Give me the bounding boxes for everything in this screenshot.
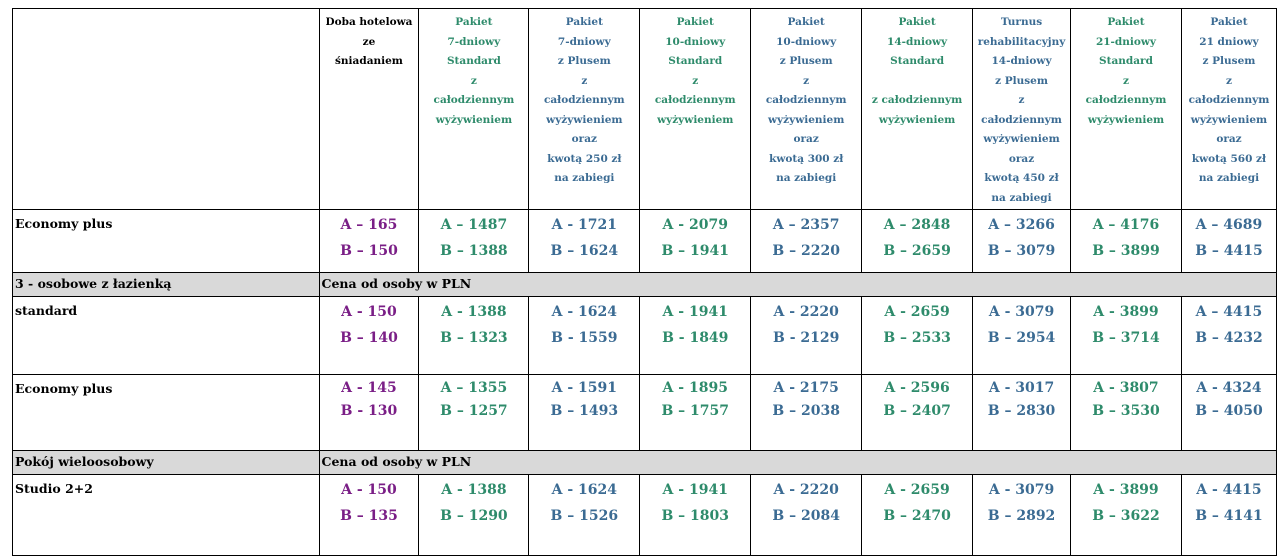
header-line: całodziennym [765,94,847,106]
price-cell [1181,297,1276,375]
price-table-container [12,8,1277,556]
price-a: A - 1624 [551,482,618,498]
price-a: A – 3266 [988,217,1055,233]
price-b: B – 1493 [550,403,619,419]
header-line: 10-dniowy [776,35,837,48]
section-note: Cena od osoby w PLN [319,451,1276,475]
price-a: A - 1941 [662,482,728,498]
header-line: całodziennym [1085,94,1167,106]
price-b: B – 1257 [440,403,508,419]
header-line: Pakiet [1210,16,1248,28]
price-a: A - 2220 [773,304,839,320]
price-cell [319,475,419,556]
price-b: B – 1941 [661,243,730,259]
header-line: wyżywieniem [546,113,623,126]
price-b: B – 150 [340,243,398,259]
header-line: z [470,74,477,87]
price-cell [319,210,419,273]
price-cell [319,297,419,375]
header-line: Pakiet [1107,16,1145,28]
price-a: A - 3899 [1093,482,1159,498]
section-note: Cena od osoby w PLN [319,273,1276,297]
section-row [13,273,1277,297]
price-cell [529,210,640,273]
price-a: A - 1721 [551,217,618,233]
header-cell [751,9,862,210]
price-a: A - 145 [341,380,397,396]
price-a: A - 3079 [988,304,1055,320]
header-line: Doba hotelowa [325,16,413,28]
header-line: Standard [890,55,945,67]
price-a: A – 2848 [883,217,951,233]
price-cell [973,375,1071,451]
price-a: A - 2659 [884,482,950,498]
header-line: kwotą 300 zł [769,152,844,165]
price-cell [1181,210,1276,273]
price-a: A - 1895 [662,380,728,396]
price-b: B – 2038 [772,403,840,419]
price-a: A - 3079 [988,482,1055,498]
header-line: na zabiegi [1198,172,1260,184]
header-line: z [692,74,699,87]
header-line: z [1018,94,1025,106]
header-line: z [1122,74,1129,87]
header-line: oraz [1008,152,1035,165]
price-a: A - 1941 [662,304,728,320]
price-cell [640,210,751,273]
price-b: B – 1290 [440,508,508,524]
price-a: A - 4324 [1196,380,1262,396]
price-a: A – 165 [340,217,398,233]
price-a: A – 4176 [1092,217,1160,233]
price-cell [529,375,640,451]
header-line: Pakiet [455,16,493,28]
header-line: na zabiegi [554,172,615,184]
price-cell [973,475,1071,556]
header-cell [640,9,751,210]
price-a: A - 4415 [1196,482,1262,498]
header-line: wyżywieniem [435,113,513,126]
header-line: kwotą 450 zł [984,172,1059,184]
price-cell [751,210,862,273]
price-b: B – 3714 [1092,330,1160,346]
header-line: oraz [571,133,597,145]
price-a: A - 3807 [1093,380,1159,396]
price-a: A - 3899 [1093,304,1159,320]
price-b: B - 2129 [772,330,840,346]
header-spacer-line [862,72,972,92]
header-line: 14-dniowy [887,35,948,48]
section-label: 3 - osobowe z łazienką [13,273,320,297]
price-cell [419,375,529,451]
header-line: 21 dniowy [1199,35,1259,48]
header-line: z [803,74,810,87]
header-line: 14-dniowy [991,55,1052,67]
price-a: A - 1624 [551,304,618,320]
price-b: B – 140 [340,330,398,346]
row-label: Studio 2+2 [13,475,320,556]
table-row [13,297,1277,375]
header-cell [419,9,529,210]
header-line: z [581,74,588,87]
price-a: A - 2596 [884,380,950,396]
price-table [12,8,1277,556]
price-b: B - 130 [340,403,398,419]
header-cell [529,9,640,210]
price-cell [419,297,529,375]
header-line: wyżywieniem [1087,113,1165,126]
price-cell [319,375,419,451]
price-cell [973,297,1071,375]
header-line: śniadaniem [335,55,403,67]
price-b: B - 1559 [551,330,618,346]
price-b: B – 3530 [1092,403,1160,419]
price-cell [862,210,973,273]
price-b: B – 135 [340,508,398,524]
price-cell [862,297,973,375]
price-b: B – 1323 [440,330,508,346]
section-row [13,451,1277,475]
header-line: Pakiet [676,16,714,28]
header-line: całodziennym [1188,94,1270,106]
price-b: B – 2830 [987,403,1056,419]
price-a: A – 1487 [440,217,508,233]
price-b: B – 2659 [883,243,951,259]
price-b: B – 1526 [550,508,619,524]
header-line: całodziennym [543,94,625,106]
price-b: B – 2892 [987,508,1056,524]
price-cell [640,475,751,556]
header-line: wyżywieniem [657,113,734,126]
price-a: A – 4415 [1195,304,1263,320]
header-line: Pakiet [898,16,936,28]
price-cell [529,475,640,556]
price-a: A - 150 [341,304,397,320]
price-a: A - 3017 [988,380,1055,396]
price-a: A – 2357 [772,217,840,233]
header-line: Turnus [1000,16,1043,28]
header-line: z Plusem [557,55,611,67]
price-cell [1071,297,1182,375]
table-row [13,475,1277,556]
header-line: z Plusem [995,74,1048,87]
header-cell [319,9,419,210]
header-line: oraz [1216,133,1242,145]
price-b: B - 1849 [662,330,729,346]
header-line: z [1225,74,1232,87]
header-line: kwotą 250 zł [547,152,622,165]
price-b: B – 2407 [883,403,951,419]
header-line: całodziennym [433,94,515,106]
table-row [13,210,1277,273]
price-b: B – 3622 [1092,508,1160,524]
price-cell [640,375,751,451]
header-cell [862,9,973,210]
price-cell [1071,375,1182,451]
price-b: B – 1757 [661,403,730,419]
header-line: z całodziennym [871,94,963,106]
price-a: A - 1388 [441,482,507,498]
header-line: całodziennym [654,94,736,106]
header-line: Pakiet [787,16,825,28]
price-cell [1071,475,1182,556]
price-b: B – 4050 [1195,403,1263,419]
price-cell [1071,210,1182,273]
price-a: A - 2079 [662,217,728,233]
price-cell [529,297,640,375]
price-b: B – 1624 [550,243,619,259]
header-line: wyżywieniem [878,113,956,126]
price-a: A - 2220 [773,482,839,498]
section-label: Pokój wieloosobowy [13,451,320,475]
header-cell [1181,9,1276,210]
row-label: standard [13,297,320,375]
price-cell [640,297,751,375]
price-b: B – 4141 [1195,508,1263,524]
header-line: ze [362,35,376,48]
header-line: wyżywieniem [1190,113,1268,126]
header-line: wyżywieniem [768,113,845,126]
price-b: B – 1803 [661,508,730,524]
price-a: A – 1355 [440,380,508,396]
price-cell [1181,475,1276,556]
header-line: 21-dniowy [1095,35,1157,48]
header-line: z Plusem [1202,55,1256,67]
row-label: Economy plus [13,375,320,451]
price-cell [419,210,529,273]
header-line: na zabiegi [991,191,1052,204]
header-line: 7-dniowy [557,35,611,48]
price-cell [751,375,862,451]
header-line: rehabilitacyjny [977,35,1066,48]
header-line: 7-dniowy Standard [446,35,501,67]
price-cell [751,297,862,375]
header-empty-cell [13,9,320,210]
price-b: B – 2470 [883,508,951,524]
price-b: B – 2220 [772,243,840,259]
price-cell [862,475,973,556]
header-row [13,9,1277,210]
price-b: B – 2084 [772,508,840,524]
price-cell [862,375,973,451]
header-line: Standard [1099,55,1153,67]
price-a: A - 1591 [551,380,618,396]
price-b: B – 2954 [987,330,1056,346]
header-line: Standard [668,55,723,67]
price-a: A - 2659 [884,304,950,320]
header-line: Pakiet [565,16,603,28]
header-line: z Plusem [779,55,833,67]
price-a: A – 4689 [1195,217,1263,233]
price-a: A - 150 [341,482,397,498]
header-line: na zabiegi [776,172,837,184]
row-label: Economy plus [13,210,320,273]
header-line: kwotą 560 zł [1191,152,1267,165]
header-line: wyżywieniem [983,133,1060,145]
price-cell [751,475,862,556]
price-b: B – 4232 [1195,330,1263,346]
header-line: oraz [793,133,819,145]
price-cell [419,475,529,556]
price-cell [1181,375,1276,451]
header-line: 10-dniowy [665,35,726,48]
price-b: B – 3079 [987,243,1056,259]
table-row [13,375,1277,451]
price-a: A - 2175 [773,380,839,396]
price-a: A - 1388 [441,304,507,320]
price-b: B – 1388 [440,243,508,259]
price-b: B – 2533 [883,330,951,346]
price-b: B – 3899 [1092,243,1160,259]
price-b: B – 4415 [1195,243,1263,259]
header-cell [1071,9,1182,210]
header-line: całodziennym [981,113,1062,126]
price-cell [973,210,1071,273]
header-cell [973,9,1071,210]
